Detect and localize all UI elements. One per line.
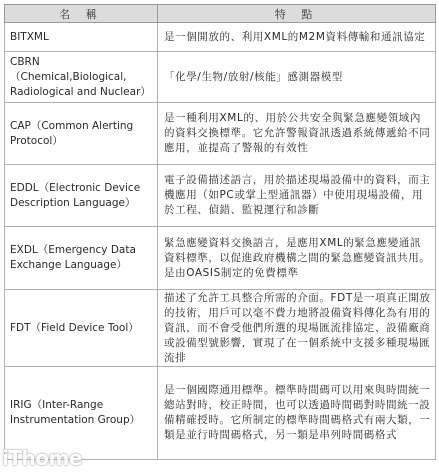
row-desc: 緊急應變資料交換語言，是應用XML的緊急應變通訊資料標準，以促進政府機構之間的緊急應變資訊共用。是由OASIS制定的免費標準 — [158, 227, 436, 290]
row-name: EDDL（Electronic Device Description Language） — [5, 165, 158, 227]
row-desc: 是一個開放的、利用XML的M2M資料傳輸和通訊協定 — [158, 23, 436, 52]
row-name: IRIG（Inter-Range Instrumentation Group） — [5, 367, 158, 460]
row-name: EXDL（Emergency Data Exchange Language） — [5, 227, 158, 290]
row-desc: 「化學/生物/放射/核能」感測器模型 — [158, 52, 436, 103]
ithome-logo: iThome — [2, 446, 82, 470]
standards-table-container — [4, 4, 435, 460]
standards-table — [4, 4, 436, 460]
row-desc: 是一個國際通用標準。標準時間碼可以用來與時間統一總站對時，校正時間，也可以透過時間碼對時間統一設備精確授時。它所制定的標準時間碼格式有兩大類，一類是並行時間碼格式，另一類是串列時間碼格式 — [158, 367, 436, 460]
table-row — [5, 165, 436, 227]
table-row — [5, 23, 436, 52]
header-features: 特 點 — [158, 5, 436, 23]
row-name: FDT（Field Device Tool） — [5, 290, 158, 367]
row-desc: 是一種利用XML的、用於公共安全與緊急應變領域內的資料交換標準。它允許警報資訊透過系統傳遞給不同應用，並提高了警報的有效性 — [158, 103, 436, 165]
header-name: 名 稱 — [5, 5, 158, 23]
row-desc: 描述了允許工具整合所需的介面。FDT是一項真正開放的技術，用戶可以毫不費力地將設備資料傳化為有用的資訊，而不會受他們所選的現場匯流排協定、設備廠商或設備型號影響，實現了在一個系統中支援多種現場匯流排 — [158, 290, 436, 367]
table-row — [5, 227, 436, 290]
row-desc: 電子設備描述語言，用於描述現場設備中的資料，而主機應用（如PC或掌上型通訊器）中使用現場設備，用於工程、偵錯、監視運行和診斷 — [158, 165, 436, 227]
table-row — [5, 290, 436, 367]
row-name: CBRN（Chemical,Biological, Radiological and Nuclear） — [5, 52, 158, 103]
table-row — [5, 52, 436, 103]
table-header-row — [5, 5, 436, 23]
table-row — [5, 103, 436, 165]
row-name: CAP（Common Alerting Protocol） — [5, 103, 158, 165]
row-name: BITXML — [5, 23, 158, 52]
